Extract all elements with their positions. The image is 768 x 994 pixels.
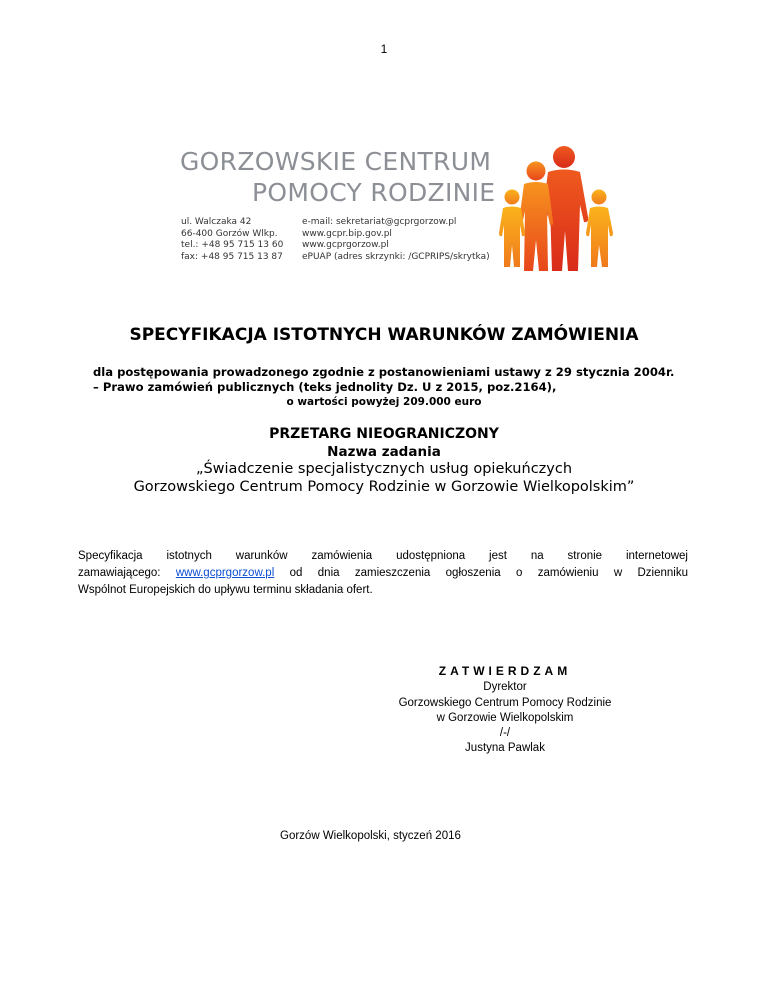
contact-line: ul. Walczaka 42 <box>181 217 252 227</box>
contact-line: www.gcpr.bip.gov.pl <box>302 228 392 239</box>
main-title: SPECYFIKACJA ISTOTNYCH WARUNKÓW ZAMÓWIENIA <box>129 325 639 345</box>
contact-line: tel.: +48 95 715 13 60 <box>181 240 284 250</box>
body-paragraph <box>78 548 688 599</box>
contact-line: fax: +48 95 715 13 87 <box>181 251 283 262</box>
place-date: Gorzów Wielkopolski, styczeń 2016 <box>280 830 461 842</box>
approval-name: Justyna Pawlak <box>465 742 545 755</box>
tender-type: PRZETARG NIEOGRANICZONY <box>269 426 499 442</box>
task-label: Nazwa zadania <box>327 444 441 460</box>
contact-line: ePUAP (adres skrzynki: /GCPRIPS/skrytka) <box>302 251 490 262</box>
body-line2 <box>78 565 688 582</box>
contact-right <box>302 217 490 263</box>
subtitle-line3: o wartości powyżej 209.000 euro <box>286 396 482 408</box>
approval-city: w Gorzowie Wielkopolskim <box>436 711 574 724</box>
subtitle-line2: – Prawo zamówień publicznych (teks jednolity Dz. U z 2015, poz.2164), <box>93 380 557 394</box>
contact-line: www.gcprgorzow.pl <box>302 240 389 250</box>
task-name-line1: „Świadczenie specjalistycznych usług opiekuńczych <box>195 461 573 477</box>
approval-signature: /-/ <box>499 727 511 740</box>
body-line2-after: od dnia zamieszczenia ogłoszenia o zamówieniu w Dzienniku <box>274 567 689 579</box>
body-line3: Wspólnot Europejskich do upływu terminu składania ofert. <box>78 584 373 596</box>
contact-left <box>181 217 283 263</box>
approval-role: Dyrektor <box>483 681 527 694</box>
contact-line: 66-400 Gorzów Wlkp. <box>181 228 278 239</box>
subtitle-line1: dla postępowania prowadzonego zgodnie z postanowieniami ustawy z 29 stycznia 2004r. <box>93 365 675 379</box>
page-number: 1 <box>380 42 388 56</box>
logo-block <box>176 145 606 275</box>
family-icon <box>498 145 616 273</box>
body-line2-before: zamawiającego: <box>78 567 176 579</box>
contact-line: e-mail: sekretariat@gcprgorzow.pl <box>302 217 457 227</box>
approval-title: ZATWIERDZAM <box>438 664 572 678</box>
logo-line1: GORZOWSKIE CENTRUM <box>180 147 492 176</box>
approval-org: Gorzowskiego Centrum Pomocy Rodzinie <box>398 696 612 709</box>
approval-block <box>360 664 650 757</box>
task-name-line2: Gorzowskiego Centrum Pomocy Rodzinie w Gorzowie Wielkopolskim” <box>133 479 635 495</box>
body-line1: Specyfikacja istotnych warunków zamówienia udostępniona jest na stronie internetowej <box>78 550 688 562</box>
website-link[interactable]: www.gcprgorzow.pl <box>175 567 275 579</box>
logo-line2: POMOCY RODZINIE <box>252 178 496 207</box>
